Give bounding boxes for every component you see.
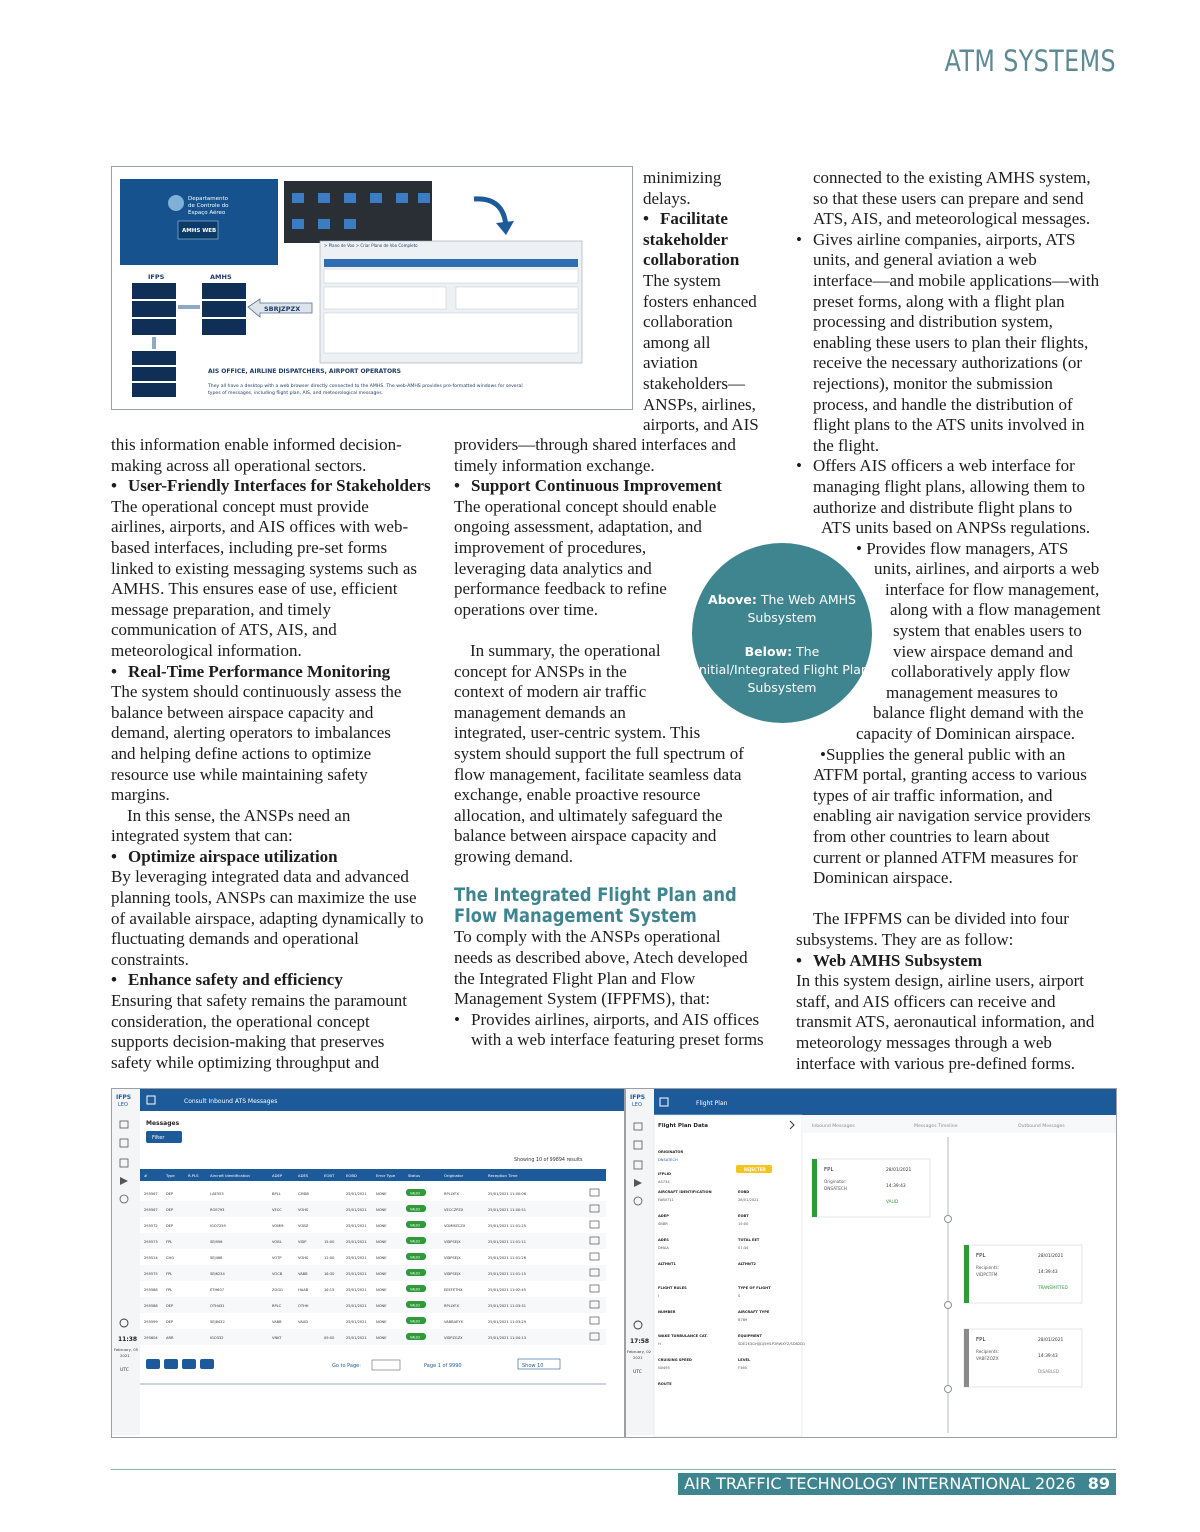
figure1-caption-title: AIS OFFICE, AIRLINE DISPATCHERS, AIRPORT OPERATORS: [208, 368, 401, 375]
tab-messages-timeline[interactable]: Messages Timeline: [914, 1124, 958, 1129]
table-cell: 16:15: [324, 1288, 335, 1292]
page-number: 89: [1087, 1474, 1110, 1493]
table-cell: 25/01/2021: [346, 1256, 367, 1260]
table-cell: 25/01/2021: [346, 1272, 367, 1276]
bullet-title: • Support Continuous Improvement: [454, 476, 722, 495]
field-label: ALTHNT1: [658, 1262, 676, 1266]
table-cell: NONE: [376, 1208, 387, 1212]
table-cell: 25/01/2021 11:00:06: [488, 1192, 526, 1196]
table-cell: ETH607: [210, 1288, 225, 1292]
table-cell: OTH431: [210, 1304, 225, 1308]
form-window-title: > Plano de Voo > Criar Plano de Voo Completo: [324, 243, 418, 248]
table-cell: VALID: [410, 1271, 420, 1276]
table-cell: 25/01/2021 11:01:11: [488, 1240, 526, 1244]
card-who: DNSATECH: [824, 1186, 847, 1191]
amhs-label: AMHS: [210, 273, 232, 281]
field-value: SDE2E3GHIJJ1J5M1P2RWXYZ/SD82D1: [738, 1342, 806, 1346]
table-cell: 25/01/2021: [346, 1208, 367, 1212]
table-cell: 25/01/2021 11:00:51: [488, 1208, 526, 1212]
field-label: CRUISING SPEED: [658, 1358, 692, 1362]
table-cell: 25/01/2021 11:02:45: [488, 1288, 526, 1292]
table-cell: 25/01/2021 11:01:26: [488, 1256, 526, 1260]
clock-tz: UTC: [633, 1370, 642, 1375]
ifps-label: IFPS: [148, 273, 165, 281]
field-value: S: [738, 1294, 741, 1298]
field-value: FAB0711: [658, 1198, 674, 1202]
inbound-messages-app: [112, 1089, 624, 1435]
field-label: EQUIPMENT: [738, 1334, 762, 1338]
table-cell: SEJ956: [210, 1240, 223, 1244]
table-cell: VOMM: [272, 1224, 284, 1228]
caption-circle: [692, 543, 872, 723]
field-value: DNSATECH: [658, 1158, 678, 1162]
org-logo-icon: [168, 195, 184, 211]
table-cell: CHG: [166, 1256, 174, 1260]
table-column-header: Reception Time: [488, 1173, 518, 1178]
flight-plan-app: [626, 1089, 1116, 1437]
table-cell: ZGGG: [272, 1288, 283, 1292]
table-cell: VABB: [272, 1320, 282, 1324]
card-date: 28/01/2021: [886, 1168, 912, 1173]
table-cell: VOBZ: [298, 1224, 309, 1228]
field-value: 07:34: [738, 1246, 749, 1250]
table-cell: VAUD: [298, 1320, 309, 1324]
next-page-button[interactable]: [182, 1359, 196, 1369]
table-cell: VOCB: [272, 1272, 283, 1276]
field-label: IFPLID: [658, 1172, 672, 1176]
card-role: Recipients:: [976, 1265, 1000, 1270]
status-badge-label: REJECTED: [744, 1167, 766, 1172]
publication-name: AIR TRAFFIC TECHNOLOGY INTERNATIONAL 2026: [684, 1474, 1076, 1493]
table-cell: 25/01/2021: [346, 1288, 367, 1292]
card-status: DISABLED: [1038, 1369, 1060, 1374]
table-cell: 25/01/2021 11:04:13: [488, 1336, 526, 1340]
table-cell: NONE: [376, 1304, 387, 1308]
table-cell: 295573: [144, 1240, 158, 1244]
card-type: FPL: [824, 1167, 834, 1173]
org-name-2: de Controle do: [188, 203, 229, 209]
table-cell: VABBAEYX: [444, 1320, 464, 1324]
field-label: AIRCRAFT IDENTIFICATION: [658, 1190, 712, 1194]
card-date: 28/01/2021: [1038, 1254, 1064, 1259]
field-label: ADEP: [658, 1214, 669, 1218]
table-cell: 295567: [144, 1192, 158, 1196]
field-label: ALTHNT2: [738, 1262, 756, 1266]
caption-above-label: Above:: [708, 592, 757, 607]
table-cell: NONE: [376, 1272, 387, 1276]
table-cell: VECCZPZX: [444, 1208, 464, 1212]
table-cell: VALID: [410, 1303, 420, 1308]
table-cell: VIDP: [298, 1240, 307, 1244]
section-heading: Flow Management System: [454, 905, 697, 928]
field-value: N0495: [658, 1366, 670, 1370]
prev-page-button[interactable]: [164, 1359, 178, 1369]
table-cell: RPLLYFX: [444, 1304, 459, 1308]
field-label: ORIGINATOR: [658, 1150, 684, 1154]
footer-bar: [678, 1473, 1116, 1495]
timeline-node: [945, 1302, 952, 1309]
table-column-header: Error Type: [376, 1173, 396, 1178]
card-time: 14:39:43: [1038, 1354, 1058, 1359]
field-value: B789: [738, 1318, 748, 1322]
table-cell: NONE: [376, 1240, 387, 1244]
field-value: SBBR: [658, 1222, 668, 1226]
card-time: 14:39:43: [886, 1184, 906, 1189]
table-cell: IGO332: [210, 1336, 224, 1340]
table-cell: 12:00: [324, 1256, 335, 1260]
field-value: 15:00: [738, 1222, 749, 1226]
figure1-caption-line2: types of messages, including flight plan, AIS, and meteorological messages.: [208, 391, 384, 396]
clock-date-1: February, 02: [627, 1349, 652, 1354]
table-cell: VALID: [410, 1207, 420, 1212]
table-cell: VIDPSEJX: [444, 1272, 461, 1276]
field-label: LEVEL: [738, 1358, 751, 1362]
card-date: 28/01/2021: [1038, 1338, 1064, 1343]
table-cell: VOTP: [272, 1256, 282, 1260]
timeline-card-accent: [964, 1245, 969, 1303]
table-cell: 25/01/2021: [346, 1320, 367, 1324]
table-cell: VNKT: [272, 1336, 282, 1340]
card-role: Recipients:: [976, 1349, 1000, 1354]
table-cell: DEP: [166, 1224, 174, 1228]
goto-page-input[interactable]: [372, 1360, 400, 1370]
col1-text: this information enable informed decision- making across all operational sectors. • User-Friendly Interfaces for Stakeholders The operational concept must provide airlines, airports, and AIS offices with web- based interfaces, including pre-set forms linked to existing messaging systems such as AMHS. This ensures ease of use, efficient message preparation, and timely communication of ATS, AIS, and meteorological information. • Real-Time Performance Monitoring The system should continuously assess the balance between airspace capacity and demand, alerting operators to imbalances and helping define actions to optimize resource use while maintaining safety margins. In this sense, the ANSPs need an integrated system that can: • Optimize airspace utilization By leveraging integrated data and advanced planning tools, ANSPs can maximize the use of available airspace, adapting dynamically to fluctuating demands and operational constraints. • Enhance safety and efficiency Ensuring that safety remains the paramount consideration, the operational concept supports decision-making that preserves safety while optimizing throughput and: [111, 435, 441, 1073]
table-cell: FPL: [166, 1288, 173, 1292]
table-cell: RPLC: [272, 1304, 282, 1308]
table-cell: VALID: [410, 1287, 420, 1292]
table-cell: ROE793: [210, 1208, 225, 1212]
clock-date-2: 2021: [633, 1355, 643, 1360]
table-cell: FPL: [166, 1240, 173, 1244]
table-cell: 25/01/2021: [346, 1224, 367, 1228]
table-cell: VOHS: [298, 1208, 309, 1212]
table-cell: VALID: [410, 1335, 420, 1340]
table-cell: VOMMZCZX: [444, 1224, 466, 1228]
table-cell: DEP: [166, 1192, 174, 1196]
table-cell: 25/01/2021: [346, 1240, 367, 1244]
aux-server-stack: [132, 351, 176, 397]
table-cell: 25/01/2021: [346, 1192, 367, 1196]
table-cell: VIDPSEJX: [444, 1240, 461, 1244]
table-cell: OTHH: [298, 1304, 309, 1308]
table-column-header: ADEP: [272, 1173, 283, 1178]
org-name-3: Espaço Aéreo: [188, 210, 226, 216]
table-cell: 295572: [144, 1224, 158, 1228]
bullet-title: • Enhance safety and efficiency: [111, 970, 343, 989]
table-cell: 16:30: [324, 1272, 335, 1276]
arrow-code: SBRJZPZX: [264, 305, 301, 313]
field-label: ADES: [658, 1238, 669, 1242]
table-cell: VALID: [410, 1191, 420, 1196]
card-role: Originator:: [824, 1179, 847, 1184]
table-column-header: Originator: [444, 1173, 464, 1178]
table-cell: VALID: [410, 1239, 420, 1244]
ifpfms-screens-figure: [111, 1088, 1117, 1438]
table-cell: FPL: [166, 1272, 173, 1276]
clock-date-1: February, 05: [114, 1347, 139, 1352]
caption-below-label: Below:: [744, 644, 793, 659]
table-cell: VALID: [410, 1255, 420, 1260]
card-who: VABFZOZX: [976, 1356, 999, 1361]
field-label: AIRCRAFT TYPE: [738, 1310, 770, 1314]
table-cell: NONE: [376, 1336, 387, 1340]
first-page-button[interactable]: [146, 1359, 160, 1369]
footer-rule: [111, 1469, 1116, 1470]
bullet-title: • Optimize airspace utilization: [111, 847, 338, 866]
table-cell: CMDB: [298, 1192, 309, 1196]
field-label: NUMBER: [658, 1310, 676, 1314]
amhs-server-stack: [202, 283, 246, 335]
desktop-screenshot: [284, 181, 432, 243]
field-label: TYPE OF FLIGHT: [738, 1286, 771, 1290]
table-cell: DEP: [166, 1320, 174, 1324]
tab-inbound-messages[interactable]: Inbound Messages: [812, 1124, 855, 1129]
app-logo-sub: LEO: [632, 1102, 642, 1108]
clock-date-2: 2021: [120, 1353, 130, 1358]
bullet-title: • Real-Time Performance Monitoring: [111, 662, 390, 681]
field-value: DMAA: [658, 1246, 669, 1250]
page-indicator: Page 1 of 9990: [424, 1363, 462, 1369]
table-cell: DEP: [166, 1208, 174, 1212]
table-column-header: Aircraft Identification: [210, 1173, 250, 1178]
table-column-header: EOBD: [346, 1173, 357, 1178]
field-label: EOBT: [738, 1214, 749, 1218]
field-value: I: [658, 1294, 660, 1298]
app-title: Flight Plan: [696, 1100, 728, 1107]
table-cell: EEEFETHX: [444, 1288, 463, 1292]
table-cell: VOBL: [272, 1240, 282, 1244]
table-cell: 15:00: [324, 1240, 335, 1244]
timeline-node: [945, 1216, 952, 1223]
card-status: VALID: [886, 1199, 899, 1204]
caption-below-text: The Initial/Integrated Flight Plan Subsystem: [695, 644, 869, 695]
flight-plan-data-panel: [654, 1115, 802, 1437]
messages-heading: Messages: [146, 1120, 180, 1127]
field-label: WAKE TURBULANCE CAT.: [658, 1334, 708, 1338]
table-cell: 295575: [144, 1272, 158, 1276]
section-header: ATM SYSTEMS: [944, 44, 1116, 78]
app-title: Consult Inbound ATS Messages: [184, 1098, 278, 1105]
clock-tz: UTC: [120, 1368, 129, 1373]
last-page-button[interactable]: [200, 1359, 214, 1369]
field-label: FLIGHT RULES: [658, 1286, 687, 1290]
bullet-title: • User-Friendly Interfaces for Stakeholders: [111, 476, 431, 495]
goto-page-label: Go to Page:: [332, 1363, 361, 1369]
table-cell: VOHS: [298, 1256, 309, 1260]
section-heading: The Integrated Flight Plan and: [454, 884, 737, 907]
table-cell: 25/01/2021: [346, 1304, 367, 1308]
table-cell: 295588: [144, 1304, 158, 1308]
amhs-web-label: AMHS WEB: [182, 228, 217, 234]
table-column-header: EOBT: [324, 1173, 335, 1178]
table-cell: SEJ468: [210, 1256, 223, 1260]
card-who: VIDPCTFM: [976, 1272, 998, 1277]
page-size-label: Show 10: [522, 1363, 544, 1369]
table-cell: BPLL: [272, 1192, 281, 1196]
table-column-header: R.PLS: [188, 1173, 199, 1178]
field-label: ROUTE: [658, 1382, 672, 1386]
table-cell: ARR: [166, 1336, 174, 1340]
table-cell: NONE: [376, 1224, 387, 1228]
bullet-title: • Web AMHS Subsystem: [796, 951, 982, 970]
table-cell: 09:00: [324, 1336, 335, 1340]
ifps-server-stack: [132, 283, 176, 335]
card-type: FPL: [976, 1337, 986, 1343]
col2-text: providers—through shared interfaces and timely information exchange. • Support Continuous Improvement The operational concept should enable ongoing assessment, adaptation, and improvement of procedures, leveraging data analytics and performance feedback to refine operations over time. In summary, the operational concept for ANSPs in the context of modern air traffic management demands an integrated, user-centric system. This system should support the full spectrum of flow management, facilitate seamless data exchange, enable proactive resource allocation, and ultimately safeguard the balance between airspace capacity and growing demand. The Integrated Flight Plan and Flow Management System To comply with the ANSPs operational needs as described above, Atech developed the Integrated Flight Plan and Flow Management System (IFPFMS), that: • Provides airlines, airports, and AIS offices with a web interface featuring preset forms: [454, 435, 784, 1051]
col3-text: connected to the existing AMHS system, so that these users can prepare and send ATS, AIS, and meteorological messages. • Gives airline companies, airports, ATS units, and general aviation a web interface—and mobile applications—with preset forms, along with a flight plan processing and distribution system, enabling these users to plan their flights, receive the necessary authorizations (or rejections), monitor the submission process, and handle the distribution of flight plans to the ATS units involved in the flight. • Offers AIS officers a web interface for managing flight plans, allowing them to authorize and distribute flight plans to ATS units based on ANPSs regulations. • Provides flow managers, ATS units, airlines, and airports a web interface for flow management, along with a flow management system that enables users to view airspace demand and collaboratively apply flow management measures to balance flight demand with the capacity of Dominican airspace. •Supplies the general public with an ATFM portal, granting access to various types of air traffic information, and enabling air navigation service providers from other countries to learn about current or planned ATFM measures for Dominican airspace. The IFPFMS can be divided into four subsystems. They are as follow: • Web AMHS Subsystem In this system design, airline users, airport staff, and AIS officers can receive and transmit ATS, aeronautical information, and meteorology messages through a web interface with various pre-defined forms.: [796, 168, 1116, 1074]
panel-title: Flight Plan Data: [658, 1123, 708, 1129]
table-cell: VABB: [298, 1272, 308, 1276]
field-value: H: [658, 1342, 661, 1346]
org-name-1: Departamento: [188, 196, 229, 202]
table-cell: RPLLYFX: [444, 1192, 459, 1196]
card-time: 14:39:43: [1038, 1270, 1058, 1275]
table-cell: IGO7259: [210, 1224, 226, 1228]
field-label: TOTAL EET: [738, 1238, 760, 1242]
table-column-header: #: [144, 1173, 148, 1178]
table-cell: 25/01/2021 11:01:15: [488, 1272, 526, 1276]
table-cell: 25/01/2021: [346, 1336, 367, 1340]
web-amhs-figure: [111, 166, 633, 410]
table-cell: HAAB: [298, 1288, 309, 1292]
table-column-header: Status: [408, 1173, 421, 1178]
clock-time: 11:38: [118, 1336, 138, 1343]
table-cell: SEJ8432: [210, 1320, 225, 1324]
table-cell: 295567: [144, 1208, 158, 1212]
table-cell: 295599: [144, 1320, 158, 1324]
timeline-card-accent: [964, 1329, 969, 1387]
table-cell: 25/01/2021 11:01:25: [488, 1224, 526, 1228]
table-cell: 25/01/2021 11:03:29: [488, 1320, 526, 1324]
table-cell: VALID: [410, 1319, 420, 1324]
table-cell: NONE: [376, 1256, 387, 1260]
table-cell: NONE: [376, 1288, 387, 1292]
app-logo: IFPS: [630, 1094, 646, 1101]
field-value: 28/01/2021: [738, 1198, 759, 1202]
table-cell: SEJ6234: [210, 1272, 225, 1276]
app-logo: IFPS: [116, 1094, 132, 1101]
table-cell: 295588: [144, 1288, 158, 1292]
field-value: F360: [738, 1366, 747, 1370]
card-status: TRANSMITTED: [1038, 1285, 1068, 1290]
table-cell: 25/01/2021 11:03:31: [488, 1304, 526, 1308]
caption-above-text: The Web AMHS Subsystem: [747, 592, 856, 625]
field-label: EOBD: [738, 1190, 750, 1194]
field-value: AS734: [658, 1180, 670, 1184]
table-cell: 295514: [144, 1256, 158, 1260]
col2-top-text: minimizing delays. • Facilitate stakeholder collaboration The system fosters enhanced collaboration among all aviation stakeholders— ANSPs, airlines, airports, and AIS: [643, 168, 781, 436]
figure1-caption-line1: They all have a desktop with a web browser directly connected to the AMHS. The web-AMHS provides pre-formatted windows for several: [208, 384, 523, 389]
table-cell: VECC: [272, 1208, 282, 1212]
clock-time: 17:58: [630, 1338, 650, 1345]
table-cell: VIDPZGZX: [444, 1336, 463, 1340]
table-cell: VALID: [410, 1223, 420, 1228]
filter-button-label: Filter: [152, 1135, 165, 1141]
table-column-header: Type: [166, 1173, 175, 1178]
app-logo-sub: LEO: [118, 1102, 128, 1108]
table-column-header: ADES: [298, 1173, 309, 1178]
table-cell: DEP: [166, 1304, 174, 1308]
tab-outbound-messages[interactable]: Outbound Messages: [1018, 1124, 1065, 1129]
table-cell: VIDPSEJX: [444, 1256, 461, 1260]
results-count: Showing 10 of 99894 results: [514, 1158, 583, 1163]
timeline-card-accent: [812, 1159, 817, 1217]
table-cell: 295604: [144, 1336, 158, 1340]
table-cell: NONE: [376, 1320, 387, 1324]
timeline-node: [945, 1386, 952, 1393]
table-cell: LAE553: [210, 1192, 224, 1196]
card-type: FPL: [976, 1253, 986, 1259]
table-cell: NONE: [376, 1192, 387, 1196]
